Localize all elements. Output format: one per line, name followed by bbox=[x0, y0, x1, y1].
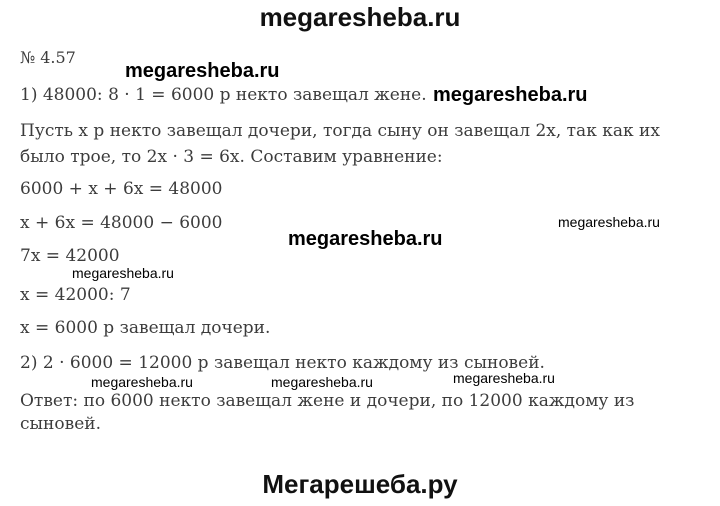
solution-step-2: 2) 2 · 6000 = 12000 р завещал некто каждому из сыновей. bbox=[20, 353, 545, 373]
equation-3: 7x = 42000 bbox=[20, 246, 120, 266]
problem-number: № 4.57 bbox=[20, 48, 76, 67]
reasoning-line-1: Пусть x р некто завещал дочери, тогда сыну он завещал 2х, так как их bbox=[20, 121, 660, 141]
watermark: megaresheba.ru bbox=[72, 265, 174, 281]
watermark: megaresheba.ru bbox=[558, 214, 660, 230]
site-footer-title: Мегарешеба.ру bbox=[262, 469, 458, 499]
equation-2: x + 6x = 48000 − 6000 bbox=[20, 213, 223, 233]
equation-4: x = 42000: 7 bbox=[20, 285, 131, 305]
watermark: megaresheba.ru bbox=[125, 60, 280, 82]
watermark: megaresheba.ru bbox=[433, 84, 588, 106]
site-header-title: megaresheba.ru bbox=[259, 2, 461, 32]
equation-1: 6000 + x + 6x = 48000 bbox=[20, 179, 223, 199]
watermark: megaresheba.ru bbox=[271, 374, 373, 390]
watermark: megaresheba.ru bbox=[288, 228, 443, 250]
watermark: megaresheba.ru bbox=[91, 374, 193, 390]
solution-step-1: 1) 48000: 8 · 1 = 6000 р некто завещал жене. bbox=[20, 85, 427, 105]
answer-line-2: сыновей. bbox=[20, 414, 101, 434]
answer-line-1: Ответ: по 6000 некто завещал жене и дочери, по 12000 каждому из bbox=[20, 391, 635, 411]
watermark: megaresheba.ru bbox=[453, 370, 555, 386]
equation-5: x = 6000 р завещал дочери. bbox=[20, 318, 271, 338]
reasoning-line-2: было трое, то 2x · 3 = 6x. Составим уравнение: bbox=[20, 147, 443, 167]
